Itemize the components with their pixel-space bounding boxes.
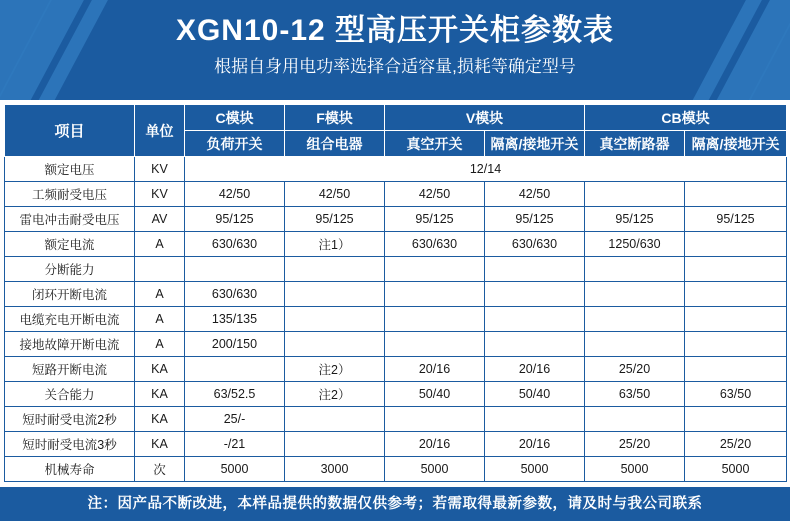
col-header-f-module: F模块: [285, 105, 385, 131]
sub-header-vacuum-breaker: 真空断路器: [585, 131, 685, 157]
col-header-cb-module: CB模块: [585, 105, 787, 131]
col-header-v-module: V模块: [385, 105, 585, 131]
row-value: [585, 307, 685, 332]
row-label: 电缆充电开断电流: [5, 307, 135, 332]
row-value: [585, 182, 685, 207]
row-unit: 次: [135, 457, 185, 482]
row-value: 630/630: [385, 232, 485, 257]
table-row: [5, 257, 787, 282]
table-row: [5, 457, 787, 482]
row-label: 短路开断电流: [5, 357, 135, 382]
row-value: 25/-: [185, 407, 285, 432]
row-unit: KA: [135, 357, 185, 382]
col-header-item: 项目: [5, 105, 135, 157]
row-unit: KV: [135, 182, 185, 207]
sub-header-vacuum-switch: 真空开关: [385, 131, 485, 157]
row-value: 95/125: [485, 207, 585, 232]
row-value: [585, 407, 685, 432]
row-unit: A: [135, 332, 185, 357]
row-value: [385, 307, 485, 332]
table-row: [5, 207, 787, 232]
row-value: [585, 282, 685, 307]
row-value: [385, 407, 485, 432]
row-value: 25/20: [585, 432, 685, 457]
row-unit: A: [135, 282, 185, 307]
row-unit: A: [135, 232, 185, 257]
row-value: 50/40: [485, 382, 585, 407]
table-row: [5, 307, 787, 332]
row-unit: KA: [135, 382, 185, 407]
row-value: 135/135: [185, 307, 285, 332]
row-label: 短时耐受电流3秒: [5, 432, 135, 457]
row-value: [485, 332, 585, 357]
sub-header-isolation-earthing-switch-cb: 隔离/接地开关: [685, 131, 787, 157]
row-value: 42/50: [485, 182, 585, 207]
table-row: [5, 357, 787, 382]
table-group-header-row: [5, 105, 787, 131]
sub-header-combined-device: 组合电器: [285, 131, 385, 157]
row-value: 95/125: [685, 207, 787, 232]
row-value: 5000: [385, 457, 485, 482]
spec-table: [4, 104, 787, 482]
row-value: [285, 332, 385, 357]
row-value: 5000: [685, 457, 787, 482]
table-row: [5, 282, 787, 307]
row-value: 42/50: [285, 182, 385, 207]
table-head: [5, 105, 787, 157]
table-row: [5, 232, 787, 257]
row-value: 5000: [485, 457, 585, 482]
row-value: [585, 257, 685, 282]
row-value: 42/50: [185, 182, 285, 207]
row-label: 闭环开断电流: [5, 282, 135, 307]
row-label: 关合能力: [5, 382, 135, 407]
row-label: 短时耐受电流2秒: [5, 407, 135, 432]
row-value: 1250/630: [585, 232, 685, 257]
sub-header-load-switch: 负荷开关: [185, 131, 285, 157]
row-value: [685, 182, 787, 207]
row-value: [485, 257, 585, 282]
row-value: 200/150: [185, 332, 285, 357]
row-unit: [135, 257, 185, 282]
row-label: 接地故障开断电流: [5, 332, 135, 357]
header-text-block: [0, 0, 790, 80]
row-value: 20/16: [385, 357, 485, 382]
table-row: [5, 382, 787, 407]
table-row: [5, 432, 787, 457]
row-value: 95/125: [585, 207, 685, 232]
row-unit: KA: [135, 432, 185, 457]
row-value: [685, 357, 787, 382]
row-value: 63/52.5: [185, 382, 285, 407]
row-value: 3000: [285, 457, 385, 482]
table-body: [5, 157, 787, 482]
row-value: [485, 307, 585, 332]
row-value: [685, 407, 787, 432]
row-value: [485, 282, 585, 307]
row-value: [285, 407, 385, 432]
row-value: [285, 432, 385, 457]
page-subtitle: 根据自身用电功率选择合适容量,损耗等确定型号: [214, 57, 576, 76]
row-value: [685, 232, 787, 257]
row-label: 雷电冲击耐受电压: [5, 207, 135, 232]
row-label: 工频耐受电压: [5, 182, 135, 207]
row-label: 分断能力: [5, 257, 135, 282]
table-row: [5, 332, 787, 357]
spec-table-wrapper: [0, 104, 790, 482]
row-value: 20/16: [485, 357, 585, 382]
row-value: 20/16: [485, 432, 585, 457]
row-unit: KA: [135, 407, 185, 432]
row-value: 63/50: [585, 382, 685, 407]
row-value: 630/630: [485, 232, 585, 257]
row-value: 95/125: [185, 207, 285, 232]
row-value: [385, 282, 485, 307]
row-value: 5000: [585, 457, 685, 482]
table-row: [5, 407, 787, 432]
row-value: 25/20: [585, 357, 685, 382]
row-value: [385, 332, 485, 357]
row-value-merged: 12/14: [185, 157, 787, 182]
row-value: [185, 357, 285, 382]
row-unit: A: [135, 307, 185, 332]
header-banner: [0, 0, 790, 100]
row-value: [385, 257, 485, 282]
row-label: 机械寿命: [5, 457, 135, 482]
row-value: 630/630: [185, 232, 285, 257]
footer-note: 注：因产品不断改进，本样品提供的数据仅供参考；若需取得最新参数，请及时与我公司联系: [0, 487, 790, 521]
row-value: 95/125: [285, 207, 385, 232]
row-value: 5000: [185, 457, 285, 482]
row-value: [685, 332, 787, 357]
row-value: 注2）: [285, 357, 385, 382]
col-header-unit: 单位: [135, 105, 185, 157]
row-value: [685, 282, 787, 307]
row-value: [285, 282, 385, 307]
row-value: -/21: [185, 432, 285, 457]
row-value: 50/40: [385, 382, 485, 407]
row-value: 630/630: [185, 282, 285, 307]
row-value: 42/50: [385, 182, 485, 207]
sub-header-isolation-earthing-switch-v: 隔离/接地开关: [485, 131, 585, 157]
row-unit: AV: [135, 207, 185, 232]
page-title: XGN10-12 型高压开关柜参数表: [175, 14, 615, 47]
row-value: [285, 307, 385, 332]
table-row: [5, 182, 787, 207]
row-label: 额定电流: [5, 232, 135, 257]
row-value: 25/20: [685, 432, 787, 457]
row-value: 63/50: [685, 382, 787, 407]
row-value: [685, 257, 787, 282]
col-header-c-module: C模块: [185, 105, 285, 131]
row-value: [285, 257, 385, 282]
row-unit: KV: [135, 157, 185, 182]
table-row: [5, 157, 787, 182]
row-value: 注1）: [285, 232, 385, 257]
row-value: [585, 332, 685, 357]
row-value: 20/16: [385, 432, 485, 457]
row-value: [485, 407, 585, 432]
row-value: 95/125: [385, 207, 485, 232]
row-value: [185, 257, 285, 282]
row-value: 注2）: [285, 382, 385, 407]
row-value: [685, 307, 787, 332]
row-label: 额定电压: [5, 157, 135, 182]
